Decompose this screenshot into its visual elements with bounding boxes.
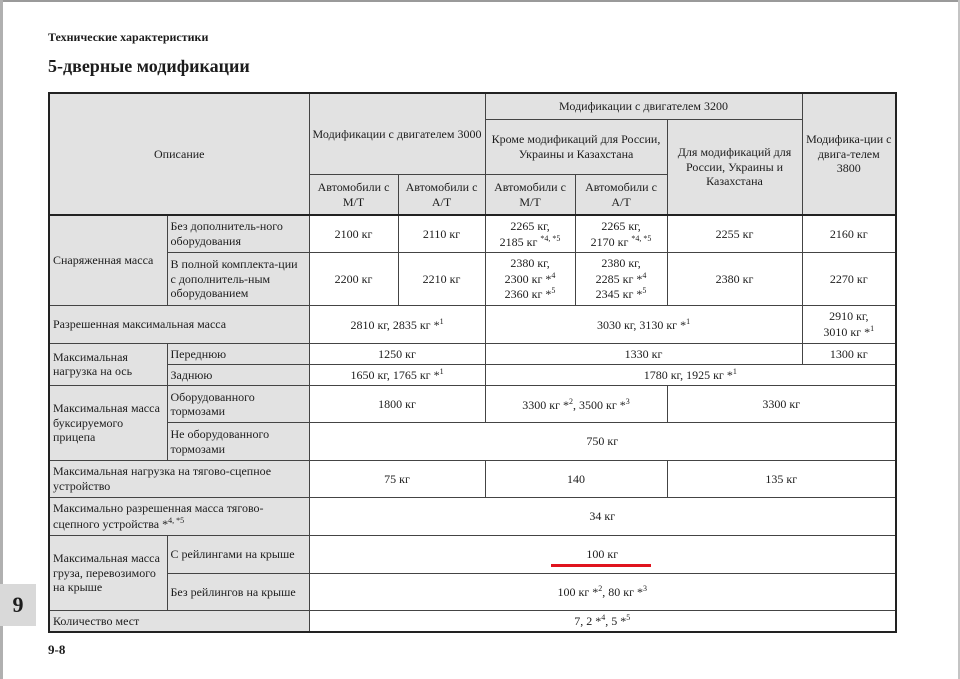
footnote-mark: 4 [551, 270, 556, 280]
row-sublabel-curb-basic: Без дополнитель-ного оборудования [167, 215, 309, 252]
page-number: 9-8 [48, 642, 66, 657]
header-engine-3000: Модификации с двигателем 3000 [309, 93, 485, 175]
header-except-russia: Кроме модификаций для России, Украины и Казахстана [485, 119, 667, 175]
label-text: Максимально разрешенная масса тягово-сцепного устройства * [53, 501, 264, 531]
value-text: 7, 2 * [574, 614, 602, 629]
value-line: 2380 кг, [601, 256, 641, 271]
cell-curb-basic-3000-at: 2110 кг [398, 215, 485, 252]
header-engine-3800: Модифика-ции с двига-телем 3800 [802, 93, 896, 215]
cell-curb-basic-3200-mt [485, 215, 575, 252]
value-text: 3300 кг * [522, 397, 570, 412]
cell-curb-full-3800: 2270 кг [802, 252, 896, 305]
footnote-mark: *4, *5 [540, 233, 561, 243]
row-label-axle-load: Максимальная нагрузка на ось [49, 343, 167, 385]
row-label-trailer-mass: Максимальная масса буксируемого прицепа [49, 386, 167, 461]
value-text: 1780 кг, 1925 кг * [643, 368, 733, 383]
cell-gvm-3000 [309, 306, 485, 343]
row-sublabel-axle-rear: Заднюю [167, 364, 309, 385]
section-label: Технические характеристики [48, 30, 209, 44]
value-text: 3030 кг, 3130 кг * [596, 317, 687, 332]
row-label-hitch-load: Максимальная нагрузка на тягово-сцепное устройство [49, 460, 309, 497]
cell-trailer-braked-ru-3800: 3300 кг [667, 386, 896, 423]
red-highlight-underline [551, 564, 651, 567]
value-text: , 80 кг * [602, 585, 644, 600]
value-text: 2810 кг, 2835 кг * [350, 317, 440, 332]
row-label-roof-load: Максимальная масса груза, перевозимого на крыше [49, 535, 167, 611]
cell-axle-rear-3200-3800 [485, 364, 896, 385]
footnote-mark: 2 [569, 396, 574, 406]
footnote-mark: 3 [643, 584, 648, 594]
page-left-edge [0, 0, 3, 679]
cell-hitch-load-3200: 140 [485, 460, 667, 497]
page-title: 5-дверные модификации [48, 56, 250, 76]
row-label-gvm: Разрешенная максимальная масса [49, 306, 309, 343]
footnote-mark: 1 [439, 316, 444, 326]
cell-axle-front-3000: 1250 кг [309, 343, 485, 364]
cell-gvm-3800 [802, 306, 896, 343]
footnote-mark: 1 [439, 367, 444, 377]
cell-seats [309, 611, 896, 632]
header-description: Описание [49, 93, 309, 215]
header-3200-mt: Автомобили с М/Т [485, 175, 575, 215]
cell-curb-full-3200-mt [485, 252, 575, 305]
footnote-mark: 4 [601, 613, 606, 623]
value-line: 2380 кг, [510, 256, 550, 271]
chapter-tab: 9 [0, 584, 36, 626]
page-top-edge [0, 0, 960, 2]
value-line: 2170 кг [590, 234, 629, 249]
row-sublabel-trailer-unbraked: Не оборудованного тормозами [167, 423, 309, 460]
cell-curb-basic-3800: 2160 кг [802, 215, 896, 252]
header-engine-3200: Модификации с двигателем 3200 [485, 93, 802, 119]
footnote-mark: 1 [870, 324, 875, 334]
cell-curb-full-3200-ru: 2380 кг [667, 252, 802, 305]
row-sublabel-trailer-braked: Оборудованного тормозами [167, 386, 309, 423]
footnote-mark: 4 [642, 270, 647, 280]
row-sublabel-axle-front: Переднюю [167, 343, 309, 364]
value-text: , 5 * [605, 614, 627, 629]
row-sublabel-curb-full: В полной комплекта-ции с дополнитель-ным оборудованием [167, 252, 309, 305]
footnote-mark: 5 [642, 286, 647, 296]
cell-axle-front-3200: 1330 кг [485, 343, 802, 364]
cell-curb-basic-3000-mt: 2100 кг [309, 215, 398, 252]
footnote-mark: 4, *5 [168, 515, 185, 525]
value-line: 2265 кг, [510, 218, 550, 233]
value-text: 100 кг * [557, 585, 599, 600]
row-label-curb-mass: Снаряженная масса [49, 215, 167, 306]
header-3000-at: Автомобили с А/Т [398, 175, 485, 215]
cell-axle-front-3800: 1300 кг [802, 343, 896, 364]
value-line: 2345 кг * [595, 287, 643, 302]
cell-roof-no-rails [309, 573, 896, 610]
header-3200-at: Автомобили с А/Т [575, 175, 667, 215]
row-label-seats: Количество мест [49, 611, 309, 632]
cell-trailer-unbraked: 750 кг [309, 423, 896, 460]
value-line: 2910 кг, [829, 309, 869, 324]
cell-roof-rails: 100 кг [309, 535, 896, 573]
cell-curb-full-3000-at: 2210 кг [398, 252, 485, 305]
footnote-mark: 1 [686, 316, 691, 326]
cell-trailer-braked-3200 [485, 386, 667, 423]
value-line: 2285 кг * [595, 271, 643, 286]
cell-curb-basic-3200-at [575, 215, 667, 252]
cell-hitch-load-3000: 75 кг [309, 460, 485, 497]
cell-hitch-load-ru-3800: 135 кг [667, 460, 896, 497]
footnote-mark: 5 [626, 613, 631, 623]
value-line: 2265 кг, [601, 218, 641, 233]
footnote-mark: 3 [625, 396, 630, 406]
footnote-mark: 1 [732, 367, 737, 377]
footnote-mark: *4, *5 [631, 233, 652, 243]
cell-curb-full-3000-mt: 2200 кг [309, 252, 398, 305]
cell-curb-basic-3200-ru: 2255 кг [667, 215, 802, 252]
cell-curb-full-3200-at [575, 252, 667, 305]
value-line: 2300 кг * [504, 271, 552, 286]
row-sublabel-roof-no-rails: Без рейлингов на крыше [167, 573, 309, 610]
header-for-russia: Для модификаций для России, Украины и Казахстана [667, 119, 802, 215]
footnote-mark: 2 [598, 584, 603, 594]
row-sublabel-roof-rails: С рейлингами на крыше [167, 535, 309, 573]
header-3000-mt: Автомобили с М/Т [309, 175, 398, 215]
value-line: 3010 кг * [823, 325, 871, 340]
value-line: 2185 кг [499, 234, 538, 249]
value-text: , 3500 кг * [573, 397, 626, 412]
row-label-hitch-mass [49, 498, 309, 535]
footnote-mark: 5 [551, 286, 556, 296]
cell-gvm-3200 [485, 306, 802, 343]
specifications-table [48, 92, 897, 633]
cell-hitch-mass: 34 кг [309, 498, 896, 535]
cell-trailer-braked-3000: 1800 кг [309, 386, 485, 423]
value-text: 1650 кг, 1765 кг * [350, 368, 440, 383]
value-line: 2360 кг * [504, 287, 552, 302]
cell-axle-rear-3000 [309, 364, 485, 385]
